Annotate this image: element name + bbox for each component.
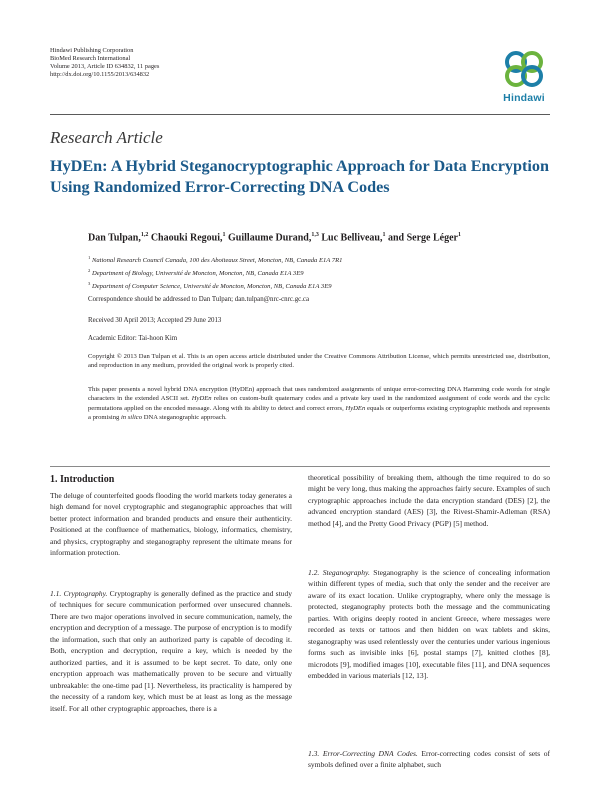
affiliation-item: $^3$ Department of Computer Science, Université de Moncton, Moncton, NB, Canada E1A 3E9 [88,281,332,291]
author-name: and Serge Léger [385,232,458,244]
author-affil-sup: 1 [222,232,226,238]
section-heading: 1. Introduction [50,474,115,485]
doi-link[interactable]: http://dx.doi.org/10.1155/2013/634832 [50,70,150,78]
article-title: HyDEn: A Hybrid Steganocryptographic Approach for Data Encryption Using Randomized Error-Correcting DNA Codes [50,157,550,196]
subsection-heading: 1.2. Steganography. [308,568,370,577]
author-affil-sup: 1 [458,232,461,238]
cryptography-continued: theoretical possibility of breaking them, although the time required to do so might be very long, thus making the approaches fairly secure. Examples of such cryptographic approaches include the data encryption standard (DES) [2], the advanced encryption standard (AES) [3], the Rivest-Shamir-Adleman (RSA) method [4], and the Pretty Good Privacy (PGP) [5] method. [308,473,550,528]
cryptography-paragraph: 1.1. Cryptography. Cryptography is generally defined as the practice and study of techniques for secure communication performed over unsecured channels. There are two major operations involved in secure communication, namely, the encryption and decryption of a message. The purpose of encryption is to modify the information, such that only an authorized party is capable of decoding it. Both, encryption and decryption, require a key, which is needed by the authorized parties, and it is assumed to be kept secret. To date, only one encryption approach was mathematically proven to be secure and virtually unbreakable: the one-time pad [1]. Nevertheless, its practicality is hampered by the necessity of a random key, which must be at least as long as the message itself. For all other cryptographic approaches, there is a [50,589,292,713]
ecc-paragraph: 1.3. Error-Correcting DNA Codes. Error-correcting codes consist of sets of symbols defined over a finite alphabet, such [308,749,550,770]
article-type: Research Article [50,128,163,147]
academic-editor: Academic Editor: Tai-hoon Kim [88,335,178,342]
author-name: Luc Belliveau, [318,232,383,244]
affiliation-item: $^1$ National Research Council Canada, 100 des Aboiteaux Street, Moncton, NB, Canada E1A 7R1 [88,255,343,265]
steganography-paragraph: 1.2. Steganography. Steganography is the science of concealing information within different types of media, such that only the sender and the receiver are aware of its exact location. Unlike cryptography, where only the message is protected, steganography protects both the message and the communicating parties. With origins deeply rooted in ancient Greece, where messages were recorded as texts or tattoos and then hidden on wax tablets and skins, steganography was used relentlessly over the centuries under various ingenious forms such as invisible inks [6], postal stamps [7], knitted clothes [8], microdots [9], modified images [10], executable files [11], and DNA sequences embedded in various materials [12, 13]. [308,568,550,681]
author-affil-sup: 1 [382,232,386,238]
author-name: Dan Tulpan, [88,232,141,244]
journal-name: BioMed Research International [50,54,131,62]
header-rule [50,114,550,115]
affiliations [88,253,342,292]
publisher-name: Hindawi Publishing Corporation [50,47,134,54]
intro-paragraph: The deluge of counterfeited goods flooding the world markets today generates a high demand for novel cryptographic and steganographic approaches that will better protect information and branded products and ensure their authenticity. Positioned at the confluence of mathematics, biology, informatics, chemistry, and physics, cryptography and steganography represent the ultimate means for information protection. [50,491,292,558]
author-affil-sup: 1,2 [140,232,149,238]
journal-header [50,47,159,79]
author-list [88,232,461,243]
hindawi-logo-text: Hindawi [503,92,545,104]
received-dates: Received 30 April 2013; Accepted 29 June 2013 [88,317,222,324]
subsection-heading: 1.3. Error-Correcting DNA Codes. [308,749,418,758]
author-name: Chaouki Regoui, [148,232,223,244]
subsection-heading: 1.1. Cryptography. [50,589,108,598]
abstract-separator [50,466,550,467]
abstract: This paper presents a novel hybrid DNA encryption (HyDEn) approach that uses randomized assignments of unique error-correcting DNA Hamming code words for single characters in the extended ASCII set. HyDEn relies on custom-built quaternary codes and a private key used in the randomized assignment of code words and the cyclic permutations applied on the encoded message. Along with its ability to detect and correct errors, HyDEn equals or outperforms existing cryptographic methods and represents a promising in silico DNA steganographic approach. [88,386,551,422]
volume-line: Volume 2013, Article ID 634832, 11 pages [50,62,160,70]
affiliation-item: $^2$ Department of Biology, Université de Moncton, Moncton, NB, Canada E1A 3E9 [88,268,304,278]
author-name: Guillaume Durand, [225,232,312,244]
author-affil-sup: 1,3 [311,232,319,238]
correspondence-line: Correspondence should be addressed to Dan Tulpan; dan.tulpan@nrc-cnrc.gc.ca [88,296,310,303]
copyright-notice: Copyright © 2013 Dan Tulpan et al. This is an open access article distributed under the Creative Commons Attribution License, which permits unrestricted use, distribution, and reproduction in any medium, provided the original work is properly cited. [88,353,550,370]
